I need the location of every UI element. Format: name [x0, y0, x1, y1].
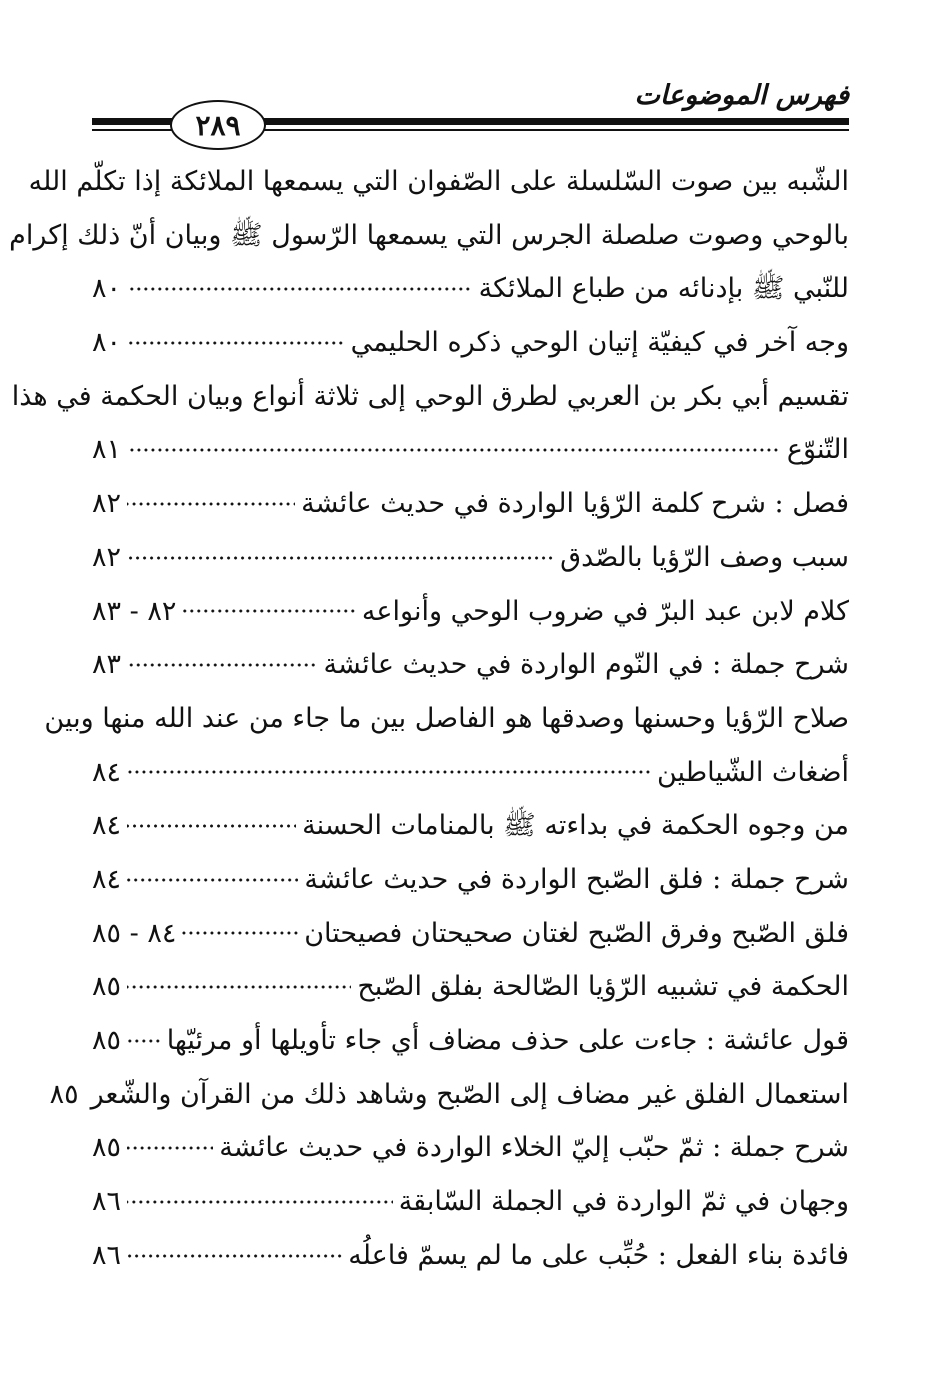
toc-line	[92, 477, 849, 531]
leader-dots	[127, 822, 296, 830]
toc-entry	[92, 907, 849, 961]
toc-page-number: ٨٢	[92, 488, 122, 520]
toc-line	[92, 746, 849, 800]
toc-entry	[92, 1014, 849, 1068]
page-number: ٢٨٩	[170, 100, 266, 150]
toc-entry-text: وجه آخر في كيفيّة إتيان الوحي ذكره الحليمي	[350, 327, 849, 359]
toc-entry-text: بالوحي وصوت صلصلة الجرس التي يسمعها الرّسول ﷺ وبيان أنّ ذلك إكرام	[9, 219, 849, 251]
toc-entry-text: الشّبه بين صوت السّلسلة على الصّفوان التي يسمعها الملائكة إذا تكلّم الله	[28, 166, 849, 197]
toc-entry-text: التّنوّع	[786, 434, 849, 466]
toc-line	[92, 853, 849, 907]
leader-dots	[182, 607, 356, 615]
toc-entry	[92, 531, 849, 585]
toc-entry-text: للنّبي ﷺ بإدنائه من طباع الملائكة	[478, 273, 849, 305]
toc-entry	[92, 638, 849, 692]
toc-entry	[49, 1068, 849, 1122]
toc-entry-text: تقسيم أبي بكر بن العربي لطرق الوحي إلى ثلاثة أنواع وبيان الحكمة في هذا	[11, 380, 849, 412]
toc-entry-text: صلاح الرّؤيا وحسنها وصدقها هو الفاصل بين ما جاء من عند الله منها وبين	[44, 702, 849, 734]
toc-entry	[92, 585, 849, 639]
toc-page-number: ٨٢ - ٨٣	[92, 595, 177, 627]
toc-entry	[92, 853, 849, 907]
toc-entry-text: أضغاث الشّياطين	[656, 756, 849, 788]
toc-page-number: ٨٤	[92, 756, 122, 788]
toc-entry-text: من وجوه الحكمة في بداءته ﷺ بالمنامات الحسنة	[302, 810, 849, 842]
toc-page-number: ٨٦	[92, 1186, 122, 1218]
toc-entry	[44, 692, 849, 799]
leader-dots	[127, 1037, 161, 1045]
toc-page-number: ٨٠	[92, 273, 122, 305]
toc-entry-text: الحكمة في تشبيه الرّؤيا الصّالحة بفلق الصّبح	[357, 971, 849, 1003]
leader-dots	[127, 285, 473, 293]
running-title: فهرس الموضوعات	[634, 80, 849, 111]
toc-entry-text: كلام لابن عبد البرّ في ضروب الوحي وأنواعه	[361, 595, 849, 627]
toc-entry	[92, 477, 849, 531]
toc-line	[92, 1229, 849, 1283]
toc-line	[92, 1014, 849, 1068]
toc-entry	[92, 960, 849, 1014]
toc-line	[92, 638, 849, 692]
toc-entry-text: فائدة بناء الفعل : حُبِّب على ما لم يسمّ فاعلُه	[348, 1239, 849, 1271]
toc-entry-text: فصل : شرح كلمة الرّؤيا الواردة في حديث عائشة	[301, 488, 849, 520]
toc-page-number: ٨٥	[92, 971, 122, 1003]
toc-line	[49, 1068, 849, 1122]
toc-line	[92, 585, 849, 639]
toc-entry	[92, 316, 849, 370]
toc-entry	[11, 370, 849, 477]
toc-line	[11, 370, 849, 424]
toc-line	[92, 1175, 849, 1229]
table-of-contents	[9, 155, 849, 1282]
toc-entry	[92, 799, 849, 853]
toc-page-number: ٨٤	[92, 863, 122, 895]
toc-entry-text: شرح جملة : في النّوم الواردة في حديث عائشة	[323, 649, 849, 681]
toc-entry-text: وجهان في ثمّ الواردة في الجملة السّابقة	[398, 1186, 849, 1218]
toc-entry-text: قول عائشة : جاءت على حذف مضاف أي جاء تأويلها أو مرئيّها	[166, 1025, 849, 1056]
leader-dots	[127, 983, 351, 991]
leader-dots	[127, 768, 651, 776]
toc-page-number: ٨٤ - ٨٥	[92, 917, 177, 949]
leader-dots	[127, 1198, 393, 1206]
toc-page-number: ٨١	[92, 434, 122, 466]
leader-dots	[127, 1144, 213, 1152]
toc-entry	[92, 1121, 849, 1175]
toc-line	[9, 209, 849, 263]
toc-entry	[92, 1175, 849, 1229]
leader-dots	[127, 339, 345, 347]
toc-entry-text: شرح جملة : فلق الصّبح الواردة في حديث عائشة	[304, 863, 849, 895]
leader-dots	[127, 554, 554, 562]
toc-line	[92, 531, 849, 585]
leader-dots	[127, 500, 295, 508]
toc-page-number: ٨٣	[92, 649, 122, 681]
toc-entry-text: شرح جملة : ثمّ حبّب إليّ الخلاء الواردة في حديث عائشة	[219, 1132, 849, 1164]
toc-page-number: ٨٥	[49, 1078, 79, 1110]
leader-dots	[127, 1252, 342, 1260]
toc-entry-text: استعمال الفلق غير مضاف إلى الصّبح وشاهد ذلك من القرآن والشّعر	[90, 1078, 849, 1110]
toc-page-number: ٨٠	[92, 327, 122, 359]
toc-line	[92, 316, 849, 370]
toc-line	[92, 907, 849, 961]
toc-page-number: ٨٢	[92, 541, 122, 573]
toc-line	[92, 799, 849, 853]
toc-entry-text: سبب وصف الرّؤيا بالصّدق	[560, 541, 849, 573]
toc-entry	[92, 1229, 849, 1283]
leader-dots	[127, 446, 781, 454]
toc-line	[92, 960, 849, 1014]
leader-dots	[127, 661, 318, 669]
leader-dots	[127, 876, 298, 884]
toc-page-number: ٨٤	[92, 810, 122, 842]
toc-page-number: ٨٦	[92, 1239, 122, 1271]
toc-page-number: ٨٥	[92, 1025, 122, 1056]
toc-line	[28, 155, 849, 209]
toc-page-number: ٨٥	[92, 1132, 122, 1164]
leader-dots	[182, 929, 298, 937]
toc-line	[92, 423, 849, 477]
toc-entry	[9, 155, 849, 316]
toc-entry-text: فلق الصّبح وفرق الصّبح لغتان صحيحتان فصيحتان	[304, 917, 849, 949]
toc-line	[92, 262, 849, 316]
toc-line	[44, 692, 849, 746]
toc-line	[92, 1121, 849, 1175]
